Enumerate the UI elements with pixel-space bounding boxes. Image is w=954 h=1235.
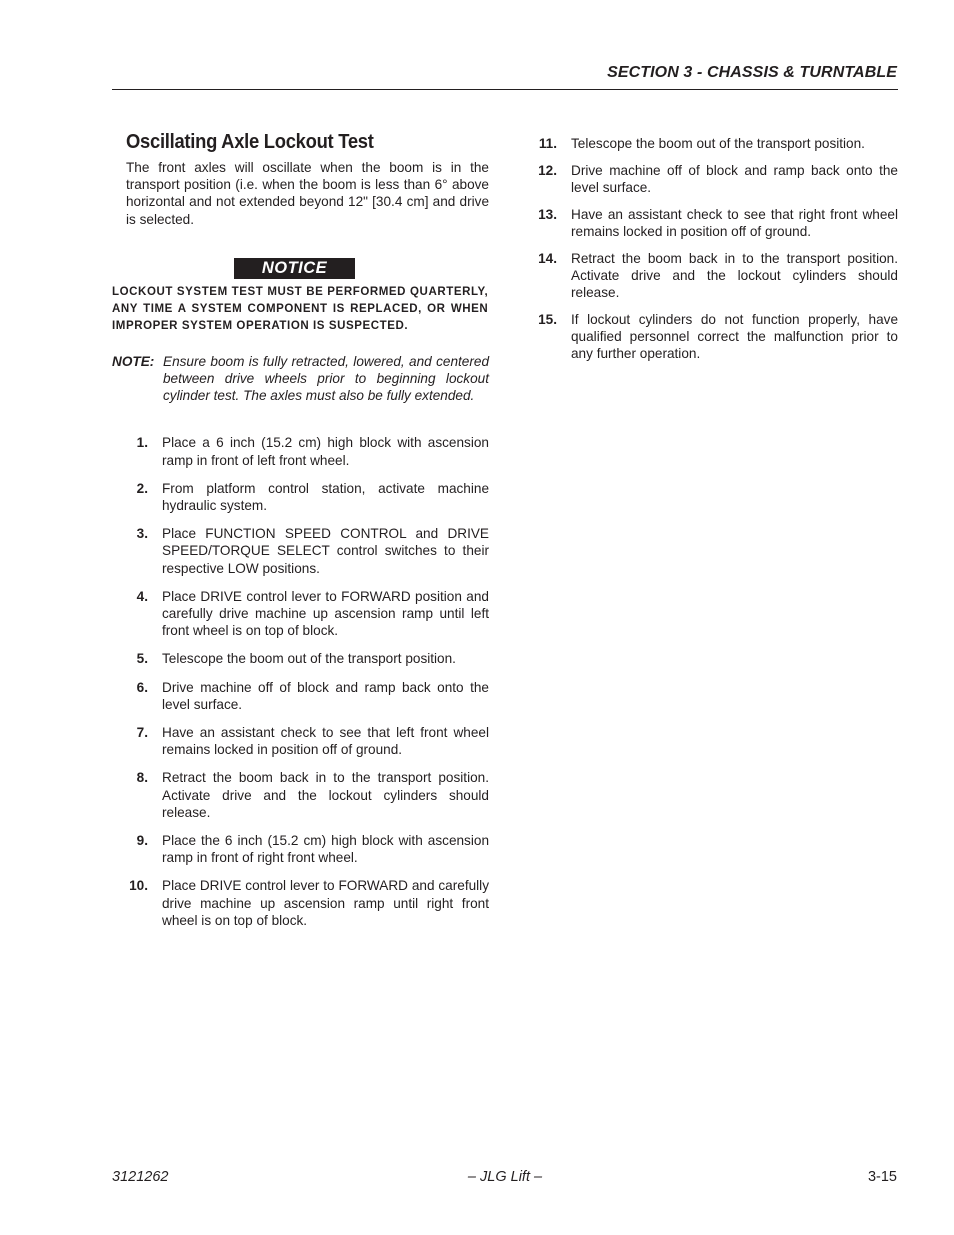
list-item bbox=[112, 769, 489, 821]
step-text: If lockout cylinders do not function properly, have qualified personnel correct the malfunction prior to any further operation. bbox=[571, 312, 898, 362]
notice-badge: NOTICE bbox=[234, 258, 355, 279]
step-number: 2. bbox=[136, 480, 148, 496]
step-text: Drive machine off of block and ramp back onto the level surface. bbox=[571, 162, 898, 195]
list-item bbox=[536, 250, 898, 302]
step-number: 12. bbox=[538, 162, 557, 178]
step-number: 15. bbox=[538, 312, 557, 327]
list-item bbox=[112, 434, 489, 468]
step-number: 4. bbox=[136, 588, 148, 604]
footer-page-number: 3-15 bbox=[867, 1169, 897, 1185]
step-number: 10. bbox=[129, 878, 148, 894]
footer-publisher: – JLG Lift – bbox=[467, 1169, 543, 1185]
step-text: Place FUNCTION SPEED CONTROL and DRIVE SPEED/TORQUE SELECT control switches to their respective LOW positions. bbox=[162, 526, 489, 576]
notice-text: LOCKOUT SYSTEM TEST MUST BE PERFORMED QUARTERLY, ANY TIME A SYSTEM COMPONENT IS REPLACED, OR WHEN IMPROPER SYSTEM OPERATION IS SUSPECTED. bbox=[112, 283, 489, 332]
step-text: Have an assistant check to see that left front wheel remains locked in position off of ground. bbox=[162, 725, 489, 758]
step-text: From platform control station, activate machine hydraulic system. bbox=[162, 480, 489, 514]
header-divider bbox=[112, 89, 898, 90]
list-item bbox=[536, 162, 898, 196]
step-text: Place DRIVE control lever to FORWARD and carefully drive machine up ascension ramp until right front wheel is on top of block. bbox=[162, 878, 489, 928]
step-text: Drive machine off of block and ramp back onto the level surface. bbox=[162, 679, 489, 712]
step-number: 5. bbox=[136, 651, 148, 667]
step-number: 13. bbox=[538, 206, 557, 222]
list-item bbox=[112, 480, 489, 514]
step-number: 1. bbox=[136, 435, 148, 451]
step-number: 7. bbox=[136, 725, 148, 741]
footer-doc-number: 3121262 bbox=[112, 1169, 169, 1185]
step-number: 14. bbox=[538, 250, 557, 266]
step-text: Telescope the boom out of the transport position. bbox=[162, 651, 456, 667]
step-number: 3. bbox=[136, 526, 148, 542]
notice-box bbox=[112, 258, 489, 279]
step-text: Place the 6 inch (15.2 cm) high block with ascension ramp in front of right front wheel. bbox=[162, 833, 489, 866]
right-column bbox=[536, 135, 898, 372]
list-item bbox=[112, 525, 489, 577]
list-item bbox=[112, 588, 489, 640]
note-block bbox=[112, 353, 489, 405]
note-text: Ensure boom is fully retracted, lowered, and centered between drive wheels prior to beginning lockout cylinder test. The axles must also be fully extended. bbox=[163, 353, 489, 404]
step-text: Place DRIVE control lever to FORWARD position and carefully drive machine up ascension ramp until left front wheel is on top of block. bbox=[162, 588, 489, 639]
step-text: Retract the boom back in to the transport position. Activate drive and the lockout cylinders should release. bbox=[571, 250, 898, 301]
list-item bbox=[112, 724, 489, 758]
step-number: 9. bbox=[136, 833, 148, 849]
list-item bbox=[112, 679, 489, 713]
step-text: Retract the boom back in to the transport position. Activate drive and the lockout cylinders should release. bbox=[162, 770, 489, 820]
step-number: 11. bbox=[538, 136, 557, 151]
step-number: 8. bbox=[136, 770, 148, 786]
left-column bbox=[112, 131, 489, 940]
step-number: 6. bbox=[136, 679, 148, 695]
list-item bbox=[112, 650, 489, 667]
step-text: Telescope the boom out of the transport position. bbox=[571, 136, 865, 151]
list-item bbox=[536, 311, 898, 363]
list-item bbox=[112, 832, 489, 866]
section-heading: Oscillating Axle Lockout Test bbox=[126, 131, 374, 153]
list-item bbox=[112, 877, 489, 929]
intro-paragraph: The front axles will oscillate when the boom is in the transport position (i.e. when the boom is less than 6° above horizontal and not extended beyond 12" [30.4 cm] and drive is selected. bbox=[126, 160, 489, 227]
section-header-title: SECTION 3 - CHASSIS & TURNTABLE bbox=[607, 64, 897, 81]
steps-list-left bbox=[112, 434, 489, 929]
step-text: Place a 6 inch (15.2 cm) high block with ascension ramp in front of left front wheel. bbox=[162, 435, 489, 468]
list-item bbox=[536, 206, 898, 240]
list-item bbox=[536, 135, 898, 152]
note-label: NOTE: bbox=[112, 353, 155, 369]
step-text: Have an assistant check to see that right front wheel remains locked in position off of ground. bbox=[571, 206, 898, 239]
